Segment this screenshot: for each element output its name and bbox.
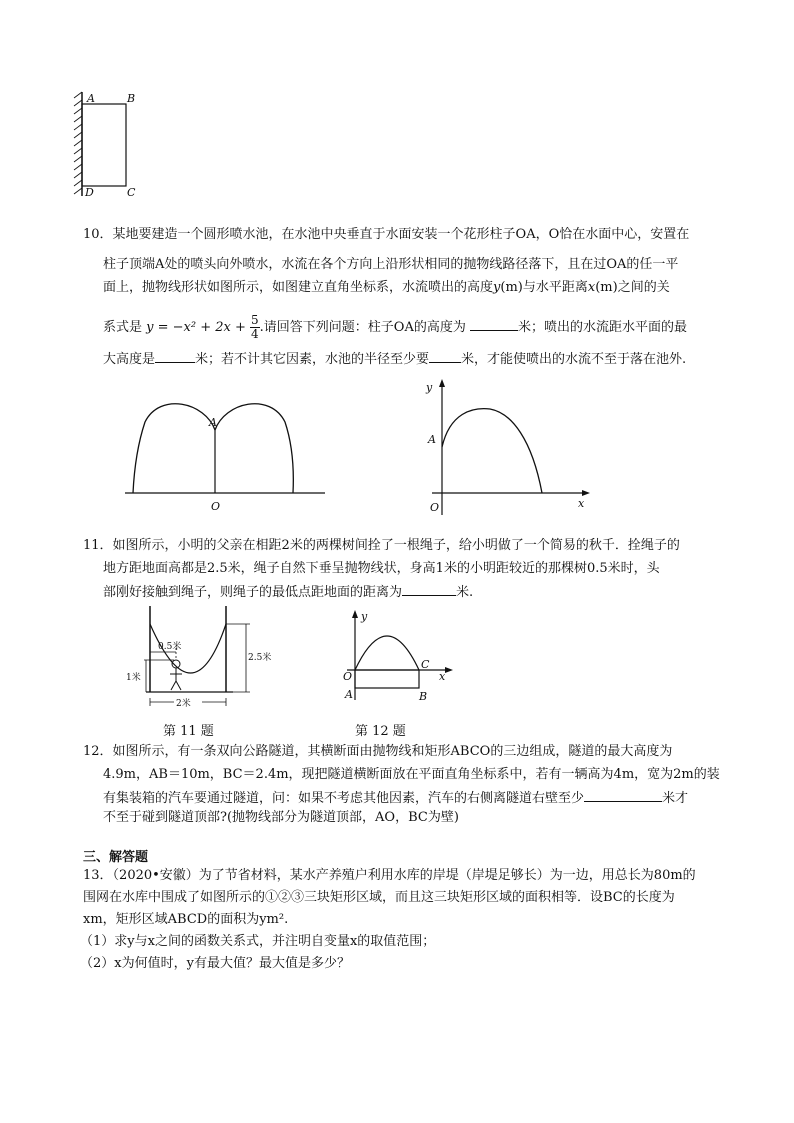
q12-line4: 不至于碰到隧道顶部?(抛物线部分为隧道顶部，AO，BC为壁) [103, 810, 459, 825]
label-a: A [87, 92, 95, 105]
label-c: C [127, 186, 136, 199]
answer-blank-radius[interactable] [429, 348, 461, 363]
q13-line3: xm，矩形区域ABCD的面积为ym². [83, 912, 289, 927]
fraction-5-4: $\frac{5}{4}$ [251, 313, 259, 341]
label-width-2m: 2米 [176, 699, 191, 709]
rectangle-wall-figure [70, 88, 140, 200]
label-o: O [211, 500, 221, 513]
q13-line1: 13．（2020•安徽）为了节省材料，某水产养殖户利用水库的岸堤（岸堤足够长）为一边，用总长为80m的 [83, 868, 696, 883]
q10-line1: 10．某地要建造一个圆形喷水池，在水池中央垂直于水面安装一个花形柱子OA，O恰在水面中心，安置在 [83, 227, 690, 242]
label-d: D [85, 186, 94, 199]
fountain-double-parabola-figure [125, 382, 325, 522]
section-title-answer-questions: 三、解答题 [83, 850, 149, 865]
label-height-1m: 1米 [126, 673, 141, 683]
axis-y-label: y [426, 381, 433, 394]
q13-line2: 围网在水库中围成了如图所示的①②③三块矩形区域，而且这三块矩形区域的面积相等．设BC的长度为 [83, 890, 675, 905]
axis-x-label: x [439, 670, 446, 683]
q10-line4: 系式是 y = −x² + 2x + $\frac{5}{4}$ .请回答下列问题：柱子OA的高度为 米；喷出的水流距水平面的最 [103, 313, 688, 341]
label-a: A [345, 688, 353, 701]
label-half-meter: 0.5米 [158, 642, 182, 652]
fountain-coordinate-figure [422, 375, 592, 520]
axis-x-label: x [578, 497, 585, 510]
label-height-2-5m: 2.5米 [248, 653, 272, 663]
q10-line2: 柱子顶端A处的喷头向外喷水，水流在各个方向上沿形状相同的抛物线路径落下，且在过OA的任一平 [103, 257, 679, 272]
label-b: B [419, 690, 428, 703]
q10-line5: 大高度是 米；若不计其它因素，水池的半径至少要 米，才能使喷出的水流不至于落在池外. [103, 348, 686, 370]
q11-line2: 地方距地面高都是2.5米，绳子自然下垂呈抛物线状，身高1米的小明距较近的那棵树0.5米时，头 [103, 561, 660, 576]
q10-line3: 面上，抛物线形状如图所示，如图建立直角坐标系，水流喷出的高度y(m)与水平距离x(m)之间的关 [103, 280, 670, 295]
label-c: C [421, 658, 430, 671]
axis-y-label: y [361, 610, 368, 623]
q13-sub1: （1）求y与x之间的函数关系式，并注明自变量x的取值范围； [80, 934, 436, 949]
caption-q12: 第 12 题 [355, 724, 406, 739]
q11-line1: 11．如图所示，小明的父亲在相距2米的两棵树间拴了一根绳子，给小明做了一个简易的秋千．拴绳子的 [83, 538, 680, 553]
answer-blank-lowest-point[interactable] [402, 581, 456, 596]
q11-line3: 部刚好接触到绳子，则绳子的最低点距地面的距离为 米. [103, 581, 473, 603]
formula: y = −x² + 2x + [146, 320, 246, 335]
q12-line1: 12．如图所示，有一条双向公路隧道，其横断面由抛物线和矩形ABCO的三边组成，隧道的最大高度为 [83, 744, 673, 759]
q12-line2: 4.9m，AB＝10m，BC＝2.4m，现把隧道横断面放在平面直角坐标系中，若有一辆高为4m，宽为2m的装 [103, 767, 720, 782]
label-a: A [209, 416, 217, 429]
q12-line3: 有集装箱的汽车要通过隧道，问：如果不考虑其他因素，汽车的右侧离隧道右壁至少 米才 [103, 787, 688, 809]
caption-q11: 第 11 题 [163, 724, 214, 739]
tunnel-coordinate-figure [337, 608, 457, 708]
answer-blank-height[interactable] [470, 316, 518, 331]
q13-sub2: （2）x为何值时，y有最大值？最大值是多少？ [80, 956, 350, 971]
answer-blank-distance[interactable] [584, 787, 662, 802]
label-o: O [343, 670, 353, 683]
label-b: B [127, 92, 136, 105]
answer-blank-max-height[interactable] [155, 348, 195, 363]
label-a: A [428, 433, 436, 446]
swing-figure [118, 604, 278, 714]
label-o: O [430, 501, 440, 514]
